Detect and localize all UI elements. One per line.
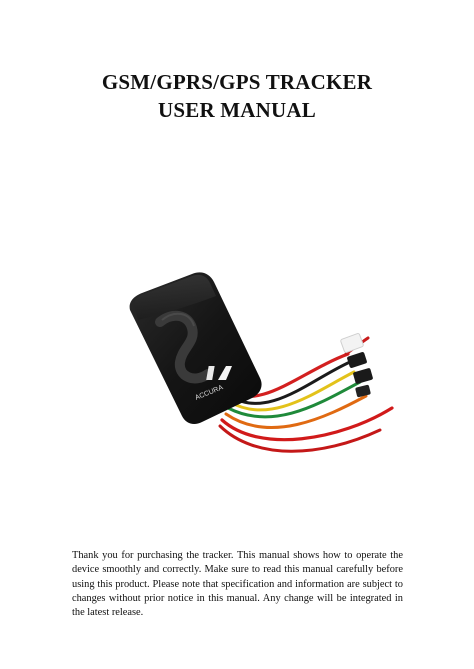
title-line-2: USER MANUAL	[158, 98, 316, 122]
title-line-1: GSM/GPRS/GPS TRACKER	[101, 70, 373, 94]
document-title	[0, 68, 474, 124]
device-brand-mark: ACCURA	[194, 384, 225, 402]
gps-tracker-photo	[110, 262, 402, 464]
intro-paragraph: Thank you for purchasing the tracker. This manual shows how to operate the device smoothly and correctly. Make sure to read this manual carefully before using this product. Please note that specification and information are subject to changes without prior notice in this manual. Any change will be integrated in the latest release.	[72, 550, 403, 619]
tracker-device	[130, 272, 262, 424]
